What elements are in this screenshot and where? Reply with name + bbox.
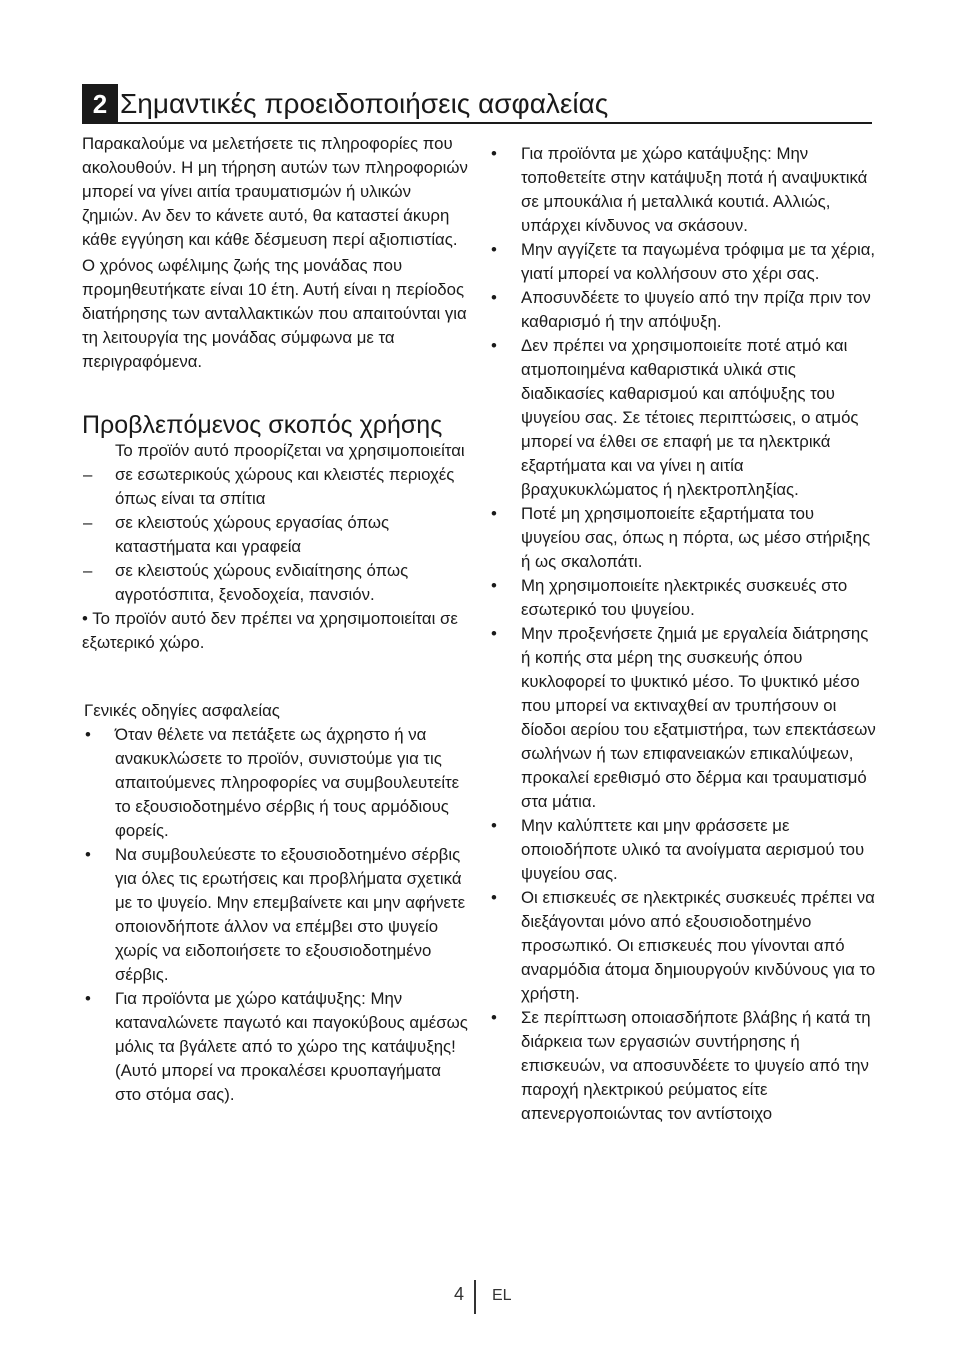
list-item-text: Ποτέ μη χρησιμοποιείτε εξαρτήματα του ψυγείου σας, όπως η πόρτα, ως μέσο στήριξης ή ως σκαλοπάτι. [521,504,871,571]
bullet-marker: • [85,845,91,864]
general-safety-heading: Γενικές οδηγίες ασφαλείας [84,701,280,720]
intro-paragraph: Παρακαλούμε να μελετήσετε τις πληροφορίες που ακολουθούν. Η μη τήρηση αυτών των πληροφοριών μπορεί να γίνει αιτία τραυματισμών ή υλικών ζημιών. Αν δεν το κάνετε αυτό, θα καταστεί άκυρη κάθε εγγύηση και κάθε δέσμευση περί αξιοπιστίας. [82,134,468,249]
footer-divider [474,1280,476,1314]
bullet-marker: • [491,1008,497,1027]
page-number: 4 [453,1284,464,1304]
list-item [488,142,876,238]
list-item [82,559,468,607]
list-item-text: Μην προξενήσετε ζημιά με εργαλεία διάτρησης ή κοπής στα μέρη της συσκευής όπου κυκλοφορεί το ψυκτικό μέσο. Το ψυκτικό μέσο που μπορεί να εκτιναχθεί αν τρυπήσουν οι δίοδοι αερίου του εξατμιστήρα, των επεκτάσεων σωλήνων ή των επιφανειακών επικαλύψεων, προκαλεί ερεθισμό στο δέρμα και τραυματισμό στα μάτια. [521,624,876,811]
bullet-marker: • [85,725,91,744]
list-item-text: Μην αγγίζετε τα παγωμένα τρόφιμα με τα χέρια, γιατί μπορεί να κολλήσουν στο χέρι σας. [521,240,876,283]
list-item-text: Για προϊόντα με χώρο κατάψυξης: Μην καταναλώνετε παγωτό και παγοκύβους αμέσως μόλις τα βγάλετε από το χώρο της κατάψυξης! (Αυτό μπορεί να προκαλέσει κρυοπαγήματα στο στόμα σας). [115,989,468,1104]
dash-marker: – [83,465,93,484]
list-item [488,574,876,622]
bullet-marker: • [491,336,497,355]
chapter-title: Σημαντικές προειδοποιήσεις ασφαλείας [120,88,609,119]
bullet-marker: • [491,624,497,643]
outdoor-use-note: • Το προϊόν αυτό δεν πρέπει να χρησιμοποιείται σε εξωτερικό χώρο. [82,609,458,652]
list-item [488,814,876,886]
list-item-text: σε κλειστούς χώρους ενδιαίτησης όπως αγροτόσπιτα, ξενοδοχεία, πανσιόν. [115,561,409,604]
list-item [488,286,876,334]
chapter-number-badge: 2 [82,84,118,122]
left-column [82,132,468,1107]
list-item-text: Όταν θέλετε να πετάξετε ως άχρηστο ή να ανακυκλώσετε το προϊόν, συνιστούμε για τις απαιτούμενες πληροφορίες να συμβουλευτείτε το εξουσιοδοτημένο σέρβις ή τους αρμόδιους φορείς. [115,725,460,840]
list-item-text: Για προϊόντα με χώρο κατάψυξης: Μην τοποθετείτε στην κατάψυξη ποτά ή αναψυκτικά σε μπουκάλια ή μεταλλικά κουτιά. Αλλιώς, υπάρχει κίνδυνος να σκάσουν. [521,144,868,235]
list-item-text: Μην καλύπτετε και μην φράσσετε με οποιοδήποτε υλικό τα ανοίγματα αερισμού του ψυγείου σας. [521,816,865,883]
list-item [488,886,876,1006]
intended-use-intro: Το προϊόν αυτό προορίζεται να χρησιμοποιείται [115,441,465,460]
list-item-text: Μη χρησιμοποιείτε ηλεκτρικές συσκευές στο εσωτερικό του ψυγείου. [521,576,848,619]
bullet-marker: • [491,576,497,595]
bullet-marker: • [491,504,497,523]
list-item-text: Οι επισκευές σε ηλεκτρικές συσκευές πρέπει να διεξάγονται μόνο από εξουσιοδοτημένο προσωπικό. Οι επισκευές που γίνονται από αναρμόδια άτομα δημιουργούν κινδύνους για το χρήστη. [521,888,876,1003]
bullet-marker: • [491,816,497,835]
intended-use-heading: Προβλεπόμενος σκοπός χρήσης [82,411,443,439]
list-item-text: Αποσυνδέετε το ψυγείο από την πρίζα πριν τον καθαρισμό ή την απόψυξη. [521,288,871,331]
intended-use-list [82,463,468,607]
list-item-text: Δεν πρέπει να χρησιμοποιείτε ποτέ ατμό και ατμοποιημένα καθαριστικά υλικά στις διαδικασίες καθαρισμού και απόψυξης του ψυγείου σας. Σε τέτοιες περιπτώσεις, ο ατμός μπορεί να έλθει σε επαφή με τα ηλεκτρικά εξαρτήματα και να γίνει η αιτία βραχυκυκλώματος ή ηλεκτροπληξίας. [521,336,859,499]
dash-marker: – [83,561,93,580]
list-item [488,238,876,286]
dash-marker: – [83,513,93,532]
bullet-marker: • [491,144,497,163]
general-safety-list [82,723,468,1107]
list-item-text: Σε περίπτωση οποιασδήποτε βλάβης ή κατά τη διάρκεια των εργασιών συντήρησης ή επισκευών, να αποσυνδέετε το ψυγείο από την παροχή ηλεκτρικού ρεύματος είτε απενεργοποιώντας τον αντίστοιχο [521,1008,871,1123]
bullet-marker: • [491,288,497,307]
list-item [82,511,468,559]
list-item-text: Να συμβουλεύεστε το εξουσιοδοτημένο σέρβις για όλες τις ερωτήσεις και προβλήματα σχετικά με το ψυγείο. Μην επεμβαίνετε και μην αφήνετε οποιονδήποτε άλλον να επέμβει στο ψυγείο χωρίς να ειδοποιήσετε το εξουσιοδοτημένο σέρβις. [115,845,466,984]
bullet-marker: • [491,888,497,907]
list-item-text: σε εσωτερικούς χώρους και κλειστές περιοχές όπως είναι τα σπίτια [115,465,455,508]
chapter-header [82,84,872,124]
bullet-marker: • [491,240,497,259]
list-item [82,987,468,1107]
page-footer [0,1280,954,1314]
list-item-text: σε κλειστούς χώρους εργασίας όπως καταστήματα και γραφεία [115,513,390,556]
bullet-marker: • [85,989,91,1008]
service-life-paragraph: Ο χρόνος ωφέλιμης ζωής της μονάδας που προμηθευτήκατε είναι 10 έτη. Αυτή είναι η περίοδος διατήρησης των ανταλλακτικών που απαιτούνται για τη λειτουργία της μονάδας σύμφωνα με τα περιγραφόμενα. [82,256,467,371]
list-item [82,463,468,511]
list-item [488,502,876,574]
list-item [82,843,468,987]
right-column [488,142,876,1126]
list-item [488,334,876,502]
list-item [82,723,468,843]
safety-warnings-list [488,142,876,1126]
list-item [488,1006,876,1126]
language-code: EL [492,1287,512,1304]
list-item [488,622,876,814]
